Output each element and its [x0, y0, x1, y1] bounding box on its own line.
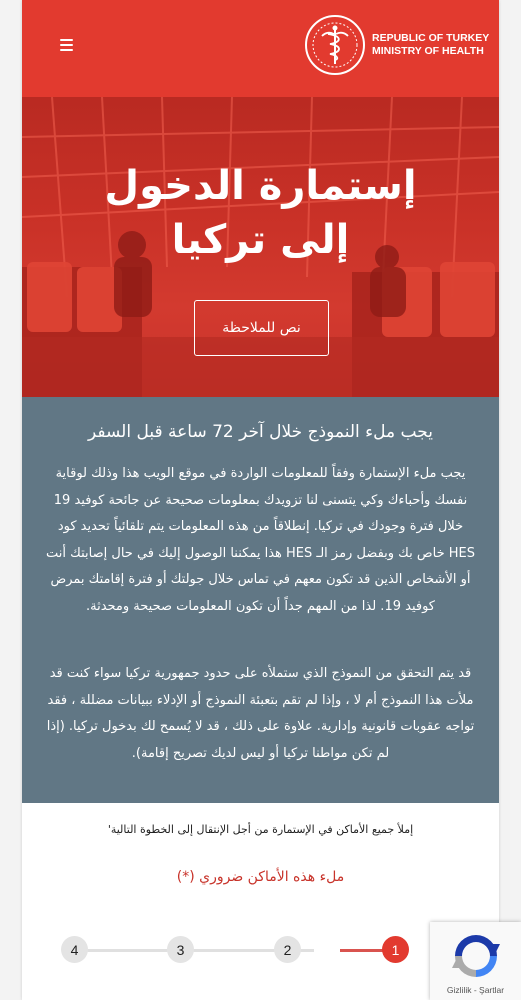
ministry-name-line1: REPUBLIC OF TURKEY — [372, 32, 490, 44]
page-title-line1: إستمارة الدخول — [104, 163, 417, 209]
info-paragraph-1: يجب ملء الإستمارة وفقاً للمعلومات الواردة في موقع الويب هذا وذلك لوقاية نفسك وأحباءك وكي يتسنى لنا تزويدك بمعلومات صحيحة عن جائحة كوفيد 19 خلال فترة وجودك في تركيا. إنطلاقاً من هذه المعلومات يتم تلقائياً تحديد كود HES خاص بك وبفضل رمز الـ HES هذا يمكننا الوصول إليك في حال إصابتك أنت أو الأشخاص الذين قد تكون معهم في تماس خلال جولتك أو فترة إقامتك بمرض كوفيد 19. لذا من المهم جداً أن تكون المعلومات صحيحة ومحدثة. — [46, 466, 475, 614]
hamburger-menu-icon[interactable] — [60, 39, 73, 50]
top-header — [22, 0, 499, 97]
hero-banner — [22, 97, 499, 397]
form-instruction: إملأ جميع الأماكن في الإستمارة من أجل الإنتقال إلى الخطوة التالية' — [107, 823, 414, 836]
step-3[interactable]: 3 — [167, 936, 194, 963]
step-connector-active — [340, 949, 384, 952]
info-panel — [22, 397, 499, 803]
step-1[interactable]: 1 — [382, 936, 409, 963]
ministry-name-line2: MINISTRY OF HEALTH — [372, 45, 484, 57]
page-title — [22, 159, 499, 267]
step-progress — [22, 932, 499, 968]
step-2[interactable]: 2 — [274, 936, 301, 963]
note-text-button[interactable]: نص للملاحظة — [194, 300, 329, 356]
info-heading: يجب ملء النموذج خلال آخر 72 ساعة قبل السفر — [88, 422, 433, 442]
page-title-line2: إلى تركيا — [171, 217, 350, 263]
recaptcha-icon — [450, 930, 502, 982]
ministry-name — [372, 32, 489, 58]
recaptcha-footer[interactable]: Gizlilik - Şartlar — [446, 985, 505, 995]
page-card — [22, 0, 499, 1000]
info-paragraph-2: قد يتم التحقق من النموذج الذي ستملأه على حدود جمهورية تركيا سواء كنت قد ملأت هذا النموذج أم لا ، وإذا لم تقم بتعبئة النموذج أو الإدلاء ببيانات مضللة ، فقد تواجه عقوبات قانونية وإدارية. علاوة على ذلك ، قد لا يُسمح لك بدخول تركيا. (إذا لم تكن مواطنا تركيا أو ليس لديك تصريح إقامة). — [46, 666, 475, 761]
recaptcha-badge[interactable] — [430, 922, 521, 1000]
step-4[interactable]: 4 — [61, 936, 88, 963]
ministry-logo — [304, 14, 366, 76]
required-fields-notice: ملء هذه الأماكن ضروري (*) — [176, 869, 345, 885]
